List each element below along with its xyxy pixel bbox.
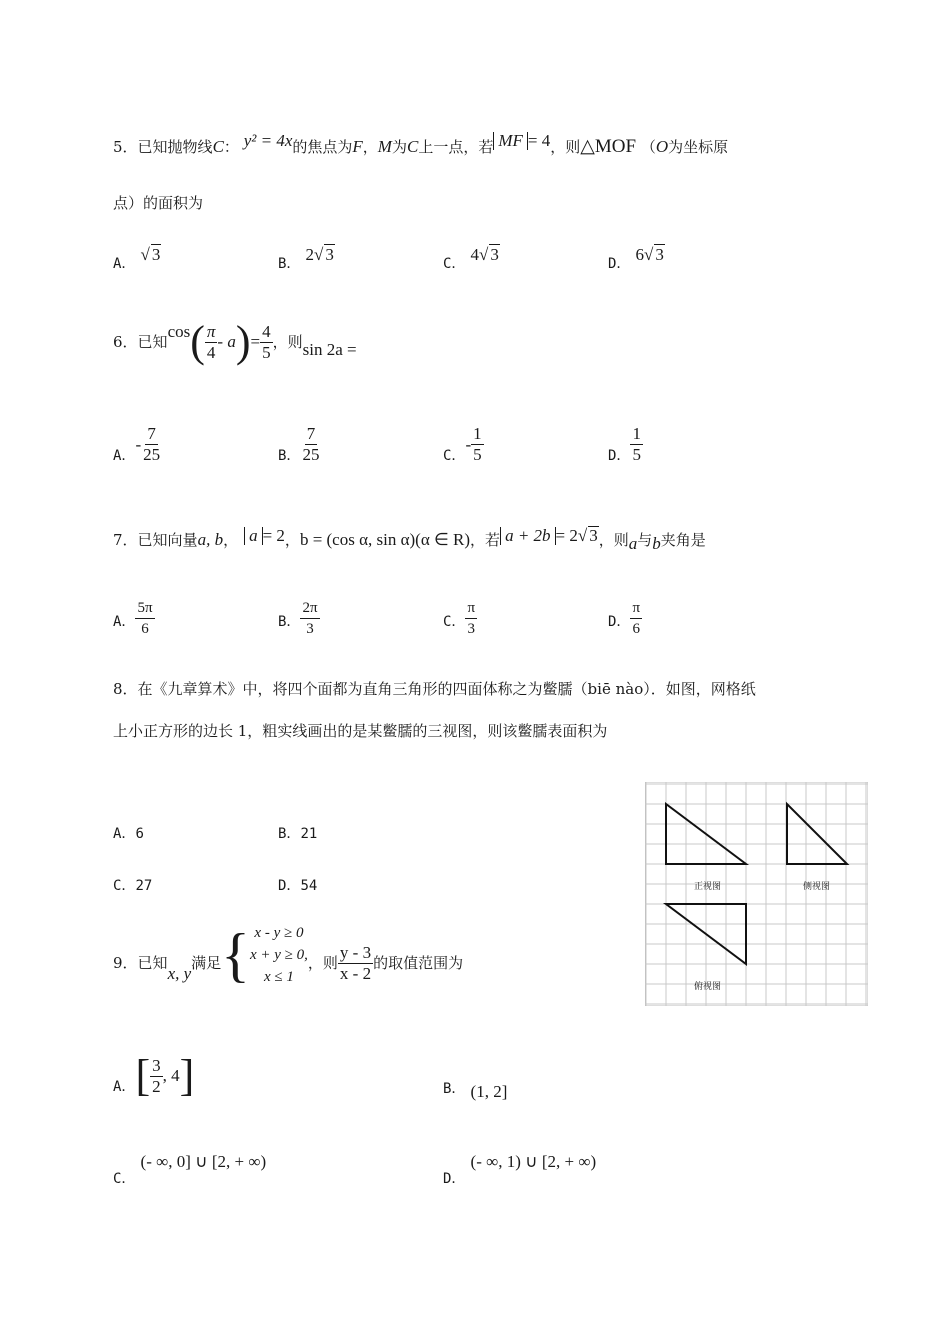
left-bracket: [ xyxy=(135,1051,151,1100)
q7-text4: 夹角是 xyxy=(660,530,706,549)
q9-text: 已知 xyxy=(137,954,168,972)
numerator: π xyxy=(206,321,216,341)
fraction xyxy=(300,424,321,465)
q5-abs-value: = 4 xyxy=(527,131,551,150)
q9-ratio xyxy=(338,943,373,984)
q5-c-value: 4√ 3 xyxy=(470,245,499,264)
three-view-grid xyxy=(645,782,868,1006)
q5-option-c xyxy=(443,245,500,273)
radicand: 3 xyxy=(325,245,334,264)
q8-option-c xyxy=(113,875,152,895)
q5-curve: C xyxy=(212,137,224,156)
option-value: 27 xyxy=(135,878,153,894)
q8-option-b xyxy=(278,823,317,843)
option-label: D． xyxy=(608,447,631,464)
q6-four-fifths xyxy=(260,322,273,363)
fraction xyxy=(630,424,643,465)
sign: - xyxy=(465,434,472,454)
q7-text2: ，若 xyxy=(470,530,501,549)
denominator: 5 xyxy=(262,342,271,362)
coef: 6 xyxy=(635,245,645,264)
q5-text: 已知抛物线 xyxy=(137,138,213,156)
q7-abs-a: a xyxy=(244,527,263,545)
numerator: π xyxy=(465,598,477,619)
q5-number: 5． xyxy=(113,138,138,156)
option-label: A． xyxy=(113,826,136,842)
option-label: D． xyxy=(608,256,631,272)
option-label: C． xyxy=(443,256,466,272)
constraint-1: x - y ≥ 0 xyxy=(254,925,304,941)
denominator: 25 xyxy=(143,445,161,464)
q9-option-d xyxy=(443,1152,597,1187)
denominator: x - 2 xyxy=(339,963,372,983)
numerator: 2π xyxy=(300,598,319,619)
numerator: 3 xyxy=(152,1055,161,1075)
option-label: B． xyxy=(278,447,301,464)
radicand: 3 xyxy=(490,245,499,264)
option-label: D． xyxy=(278,878,301,894)
q9-text4: 的取值范围为 xyxy=(373,954,464,972)
option-label: A． xyxy=(113,1079,136,1095)
q5-b-value: 2√ 3 xyxy=(305,245,334,264)
q5-a-value: √ 3 xyxy=(140,245,161,264)
q7-line: 7． 已知向量 a, b ， a = 2 ， b = (cos α, sin α)(α ∈ R) ，若 a + 2b = 2√ 3 ，则 a 与 b 夹角是 xyxy=(113,525,706,553)
coef: 2 xyxy=(305,245,315,264)
option-label: C． xyxy=(443,447,466,464)
q8-line1: 8．在《九章算术》中，将四个面都为直角三角形的四面体称之为鳖臑（biē nào）．如图，网格纸 xyxy=(113,680,756,698)
q5-line2: 点）的面积为 xyxy=(113,194,204,212)
q5-line1 xyxy=(113,131,729,157)
radicand: 3 xyxy=(151,245,161,264)
left-paren: ( xyxy=(190,317,205,366)
q6-minus-a: - a xyxy=(217,332,236,351)
q9-option-a xyxy=(113,1051,195,1100)
q7-option-d xyxy=(608,598,642,639)
fraction xyxy=(135,598,154,639)
numerator: 1 xyxy=(473,424,482,443)
q6-option-d xyxy=(608,424,643,465)
q7-comma: ， xyxy=(223,530,239,549)
q6-text: 已知 xyxy=(137,333,168,351)
q7-vars: a, b xyxy=(197,529,224,549)
sign: - xyxy=(135,434,142,454)
q5-option-a xyxy=(113,245,161,273)
numerator: 7 xyxy=(306,424,316,443)
option-value: 21 xyxy=(300,826,318,842)
q9-number: 9． xyxy=(113,954,138,972)
q7-abs-sum-val: = 2 xyxy=(555,526,578,545)
right-bracket: ] xyxy=(179,1051,195,1100)
denominator: 3 xyxy=(306,621,314,637)
fraction xyxy=(141,424,162,465)
numerator: π xyxy=(630,598,642,619)
q5-d-value: 6√ 3 xyxy=(635,245,664,264)
q5-O: O xyxy=(655,137,669,156)
q5-triangle: △MOF xyxy=(580,136,637,157)
q5-M: M xyxy=(377,137,392,156)
q7-comma2: ， xyxy=(284,530,300,549)
q6-cos: cos xyxy=(167,322,191,341)
q5-C2: C xyxy=(406,137,419,156)
q7-option-b xyxy=(278,598,320,639)
numerator: 7 xyxy=(147,424,156,443)
fraction xyxy=(630,598,642,639)
q8-option-d xyxy=(278,875,317,895)
q7-text3: ，则 xyxy=(598,530,629,549)
fraction xyxy=(465,598,477,639)
q5-text3: 为 xyxy=(391,138,407,156)
option-value: 54 xyxy=(300,878,318,894)
option-label: A． xyxy=(113,613,136,630)
fraction xyxy=(300,598,319,639)
q6-option-b xyxy=(278,424,321,465)
denominator: 5 xyxy=(473,445,482,464)
option-label: B． xyxy=(278,826,301,842)
numerator: 5π xyxy=(135,598,154,619)
fraction xyxy=(150,1056,163,1097)
q5-text5: ，则 xyxy=(550,138,581,156)
q7-b-def: b = (cos α, sin α)(α ∈ R) xyxy=(299,529,471,549)
q7-number: 7． xyxy=(113,530,138,549)
three-view-figure xyxy=(645,782,868,1006)
numerator: 4 xyxy=(262,321,271,341)
option-value: 6 xyxy=(135,826,144,842)
q6-eq: = xyxy=(250,332,261,351)
constraint-3: x ≤ 1 xyxy=(264,969,294,985)
denominator: 5 xyxy=(632,445,641,464)
q7-text: 已知向量 xyxy=(137,530,198,549)
q7-b: b xyxy=(652,533,661,553)
option-label: D． xyxy=(608,613,631,630)
radicand: 3 xyxy=(655,245,664,264)
q6-text2: ，则 xyxy=(272,333,303,351)
constraint-2: x + y ≥ 0, xyxy=(249,947,308,963)
option-label: B． xyxy=(278,256,301,272)
q6-number: 6． xyxy=(113,333,138,351)
q9-vars: x, y xyxy=(167,964,192,983)
q5-comma: ， xyxy=(362,138,378,156)
side-view-label: 侧视图 xyxy=(803,882,831,892)
top-view-label: 俯视图 xyxy=(694,982,722,992)
denominator: 6 xyxy=(141,621,149,637)
q7-option-c xyxy=(443,598,477,639)
option-label: D． xyxy=(443,1171,466,1187)
q5-text4: 上一点，若 xyxy=(418,138,494,156)
option-value: (- ∞, 0] ∪ [2, + ∞) xyxy=(140,1152,267,1171)
denominator: 4 xyxy=(206,342,216,362)
option-value: (1, 2] xyxy=(470,1082,508,1101)
option-label: C． xyxy=(113,1171,136,1187)
right-paren: ) xyxy=(235,317,251,366)
denominator: 25 xyxy=(302,445,320,464)
option-label: A． xyxy=(113,447,136,464)
q9-text2: 满足 xyxy=(191,954,222,972)
option-label: B． xyxy=(278,613,301,630)
q5-text6: （ xyxy=(640,138,656,156)
denominator: 6 xyxy=(632,621,640,637)
option-value: (- ∞, 1) ∪ [2, + ∞) xyxy=(470,1152,597,1171)
q5-text7: 为坐标原 xyxy=(668,138,729,156)
q7-option-a xyxy=(113,598,155,639)
fraction xyxy=(471,424,484,465)
option-label: C． xyxy=(443,613,466,630)
option-label: A． xyxy=(113,256,136,272)
left-brace: { xyxy=(221,922,250,988)
option-tail: , 4 xyxy=(162,1066,180,1085)
q6-option-a xyxy=(113,424,162,465)
q6-pi-over-4 xyxy=(205,322,218,363)
numerator: y - 3 xyxy=(339,942,372,962)
front-view-label: 正视图 xyxy=(694,882,722,892)
option-label: C． xyxy=(113,878,136,894)
q7-with: 与 xyxy=(637,530,653,549)
q6-line xyxy=(113,317,357,366)
q9-option-c xyxy=(113,1152,267,1187)
q5-F: F xyxy=(352,137,363,156)
numerator: 1 xyxy=(632,424,641,443)
q5-equation: y² = 4x xyxy=(243,131,293,150)
q5-colon: ： xyxy=(223,138,239,156)
coef: 4 xyxy=(470,245,480,264)
q7-abs-sum: a + 2b xyxy=(500,527,555,545)
q5-option-b xyxy=(278,245,335,273)
q8-option-a xyxy=(113,823,144,843)
q6-option-c xyxy=(443,424,484,465)
q5-abs-mf: MF xyxy=(493,132,528,150)
q9-text3: ，则 xyxy=(307,954,338,972)
radicand: 3 xyxy=(589,526,598,545)
q9-line xyxy=(113,922,463,988)
option-label: B． xyxy=(443,1081,466,1097)
q5-option-d xyxy=(608,245,665,273)
q9-option-b xyxy=(443,1078,508,1101)
q9-constraints xyxy=(250,922,308,988)
denominator: 2 xyxy=(152,1076,161,1096)
q5-text2: 的焦点为 xyxy=(292,138,353,156)
q7-a: a xyxy=(628,533,638,553)
q6-sin2a: sin 2a = xyxy=(302,340,357,359)
q8-line2: 上小正方形的边长 1，粗实线画出的是某鳖臑的三视图，则该鳖臑表面积为 xyxy=(113,722,608,740)
q7-abs-a-val: = 2 xyxy=(262,525,285,545)
denominator: 3 xyxy=(467,621,475,637)
